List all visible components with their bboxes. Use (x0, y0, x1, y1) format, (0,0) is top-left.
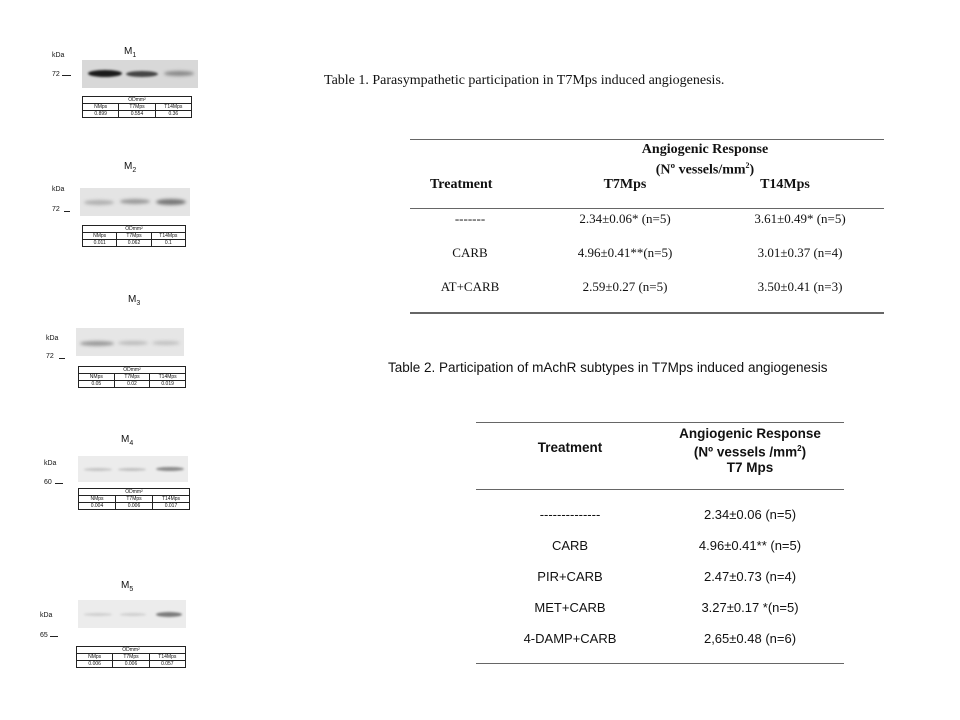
table1-header-units-exp: 2 (745, 161, 750, 170)
od-table (82, 225, 186, 247)
blot-panel-m4 (0, 430, 240, 550)
table1-bottom-rule (410, 312, 884, 314)
table1-cell-t14mps: 3.61±0.49* (n=5) (754, 211, 846, 226)
table2-cell-treatment: CARB (551, 538, 589, 553)
od-col-t14mps: T14Mps (151, 233, 185, 240)
table1-cell-treatment: AT+CARB (440, 279, 500, 294)
receptor-label (121, 434, 133, 447)
band-t7mps (120, 199, 150, 204)
od-value-t7mps: 0.02 (114, 381, 150, 388)
od-value-t7mps: 0.062 (117, 240, 151, 247)
table2-header-units-exp: 2 (797, 444, 802, 453)
table2-cell-value: 3.27±0.17 *(n=5) (701, 600, 799, 615)
od-value-nmps: 0.011 (83, 240, 117, 247)
od-table (76, 646, 186, 668)
receptor-subscript: 3 (136, 300, 141, 307)
od-table-title: ODmm² (83, 97, 192, 104)
kda-label: kDa (44, 460, 57, 467)
receptor-letter: M (124, 46, 133, 57)
table1-caption: Table 1. Parasympathetic participation in T7Mps induced angiogenesis. (324, 73, 725, 88)
kda-label: kDa (46, 335, 59, 342)
band-t14mps (156, 467, 184, 471)
receptor-letter: M (128, 294, 137, 305)
table1-header-units: (Nº vessels/mm (655, 162, 746, 178)
mw-marker-label: 65 (40, 632, 48, 639)
od-table-title: ODmm² (79, 489, 190, 496)
table2-header-units-close: ) (801, 444, 807, 460)
band-t7mps (120, 613, 146, 616)
od-value-t14mps: 0.019 (150, 381, 186, 388)
table2-header-line1: Angiogenic Response (679, 426, 821, 441)
mw-marker-label: 72 (46, 353, 54, 360)
table1-cell-treatment: ------- (454, 211, 486, 226)
od-col-t14mps: T14Mps (150, 374, 186, 381)
table1-cell-treatment: CARB (452, 245, 488, 260)
table1-cell-t7mps: 2.34±0.06* (n=5) (579, 211, 671, 226)
od-table-title: ODmm² (83, 226, 186, 233)
table1-cell-t7mps: 2.59±0.27 (n=5) (582, 279, 668, 294)
od-value-t7mps: 0.006 (113, 661, 149, 668)
table1-cell-t7mps: 4.96±0.41**(n=5) (577, 245, 673, 260)
od-table-title: ODmm² (79, 367, 186, 374)
table2-header-units: (Nº vessels /mm (693, 444, 798, 460)
table2-cell-value: 2,65±0.48 (n=6) (703, 631, 797, 646)
table2-header-rule (476, 489, 844, 490)
band-nmps (84, 200, 114, 205)
table2-cell-treatment: MET+CARB (534, 600, 606, 615)
band-t14mps (152, 341, 180, 345)
table1-header-t14mps: T14Mps (760, 177, 810, 192)
od-value-nmps: 0.05 (79, 381, 115, 388)
receptor-subscript: 5 (129, 586, 134, 593)
table2-header-line2 (660, 441, 840, 460)
receptor-label (124, 46, 136, 59)
od-table (78, 488, 190, 510)
receptor-label (121, 580, 133, 593)
od-table (82, 96, 192, 118)
od-col-nmps: NMps (77, 654, 113, 661)
od-value-nmps: 0.006 (77, 661, 113, 668)
kda-label: kDa (52, 186, 65, 193)
table1-cell-t14mps: 3.50±0.41 (n=3) (757, 279, 843, 294)
blot-image (78, 600, 186, 628)
table2-bottom-rule (476, 663, 844, 664)
table2-cell-value: 4.96±0.41** (n=5) (698, 538, 802, 553)
od-col-t14mps: T14Mps (153, 496, 190, 503)
mw-marker-label: 72 (52, 71, 60, 78)
od-value-t14mps: 0.1 (151, 240, 185, 247)
band-nmps (88, 70, 122, 77)
table2-header-group (660, 426, 840, 475)
blot-panel-m1 (0, 40, 240, 160)
band-t14mps (164, 71, 194, 76)
table2-cell-value: 2.34±0.06 (n=5) (703, 507, 797, 522)
blot-panel-m5 (0, 578, 240, 698)
od-value-t14mps: 0.36 (155, 111, 191, 118)
table1-header-units-close: ) (749, 162, 755, 178)
mw-marker-tick (62, 75, 71, 76)
receptor-label (124, 161, 136, 174)
table2-header-line3: T7 Mps (726, 459, 774, 475)
mw-marker-label: 60 (44, 479, 52, 486)
od-col-t7mps: T7Mps (114, 374, 150, 381)
blot-image (78, 456, 188, 482)
od-col-nmps: NMps (83, 233, 117, 240)
receptor-subscript: 1 (132, 52, 137, 59)
band-t7mps (118, 341, 148, 345)
mw-marker-tick (50, 636, 58, 637)
od-value-nmps: 0.899 (83, 111, 119, 118)
od-col-t7mps: T7Mps (117, 233, 151, 240)
blot-panel-m2 (0, 155, 240, 275)
receptor-letter: M (121, 434, 130, 445)
table1-header-t7mps: T7Mps (603, 177, 647, 192)
od-value-t14mps: 0.057 (149, 661, 185, 668)
od-value-t7mps: 0.006 (116, 503, 153, 510)
od-col-nmps: NMps (79, 374, 115, 381)
table1-header-group-line2 (600, 158, 810, 179)
band-t7mps (118, 468, 146, 471)
receptor-label (128, 294, 140, 307)
mw-marker-label: 72 (52, 206, 60, 213)
od-col-t7mps: T7Mps (116, 496, 153, 503)
table1-header-group (600, 142, 810, 179)
mw-marker-tick (64, 211, 70, 212)
band-t14mps (156, 612, 182, 617)
receptor-letter: M (121, 580, 130, 591)
band-nmps (84, 613, 112, 616)
receptor-subscript: 4 (129, 440, 134, 447)
table2-cell-treatment: 4-DAMP+CARB (523, 631, 617, 646)
blot-image (82, 60, 198, 88)
table2-cell-treatment: PIR+CARB (537, 569, 603, 584)
band-t14mps (156, 199, 186, 205)
mw-marker-tick (59, 358, 65, 359)
kda-label: kDa (40, 612, 53, 619)
od-table-title: ODmm² (77, 647, 186, 654)
table1-header-rule (410, 208, 884, 209)
receptor-subscript: 2 (132, 167, 137, 174)
od-col-t7mps: T7Mps (119, 104, 155, 111)
table2-cell-value: 2.47±0.73 (n=4) (703, 569, 797, 584)
table1-cell-t14mps: 3.01±0.37 (n=4) (757, 245, 843, 260)
od-value-t14mps: 0.017 (153, 503, 190, 510)
od-table (78, 366, 186, 388)
od-col-nmps: NMps (83, 104, 119, 111)
table2-header-treatment: Treatment (537, 440, 603, 455)
blot-image (80, 188, 190, 216)
mw-marker-tick (55, 483, 63, 484)
od-col-t14mps: T14Mps (155, 104, 191, 111)
kda-label: kDa (52, 52, 65, 59)
od-col-nmps: NMps (79, 496, 116, 503)
od-value-t7mps: 0.554 (119, 111, 155, 118)
blot-panel-m3 (0, 290, 240, 410)
receptor-letter: M (124, 161, 133, 172)
table1-header-group-line1: Angiogenic Response (641, 142, 769, 157)
table1-header-treatment: Treatment (430, 177, 493, 192)
od-col-t7mps: T7Mps (113, 654, 149, 661)
blot-image (76, 328, 184, 356)
band-nmps (80, 341, 114, 346)
band-t7mps (126, 71, 158, 77)
table2-cell-treatment: -------------- (539, 507, 601, 522)
table1-top-rule (410, 139, 884, 140)
table2-caption: Table 2. Participation of mAchR subtypes in T7Mps induced angiogenesis (388, 360, 828, 375)
band-nmps (84, 468, 112, 471)
table2-top-rule (476, 422, 844, 423)
od-col-t14mps: T14Mps (149, 654, 185, 661)
od-value-nmps: 0.004 (79, 503, 116, 510)
